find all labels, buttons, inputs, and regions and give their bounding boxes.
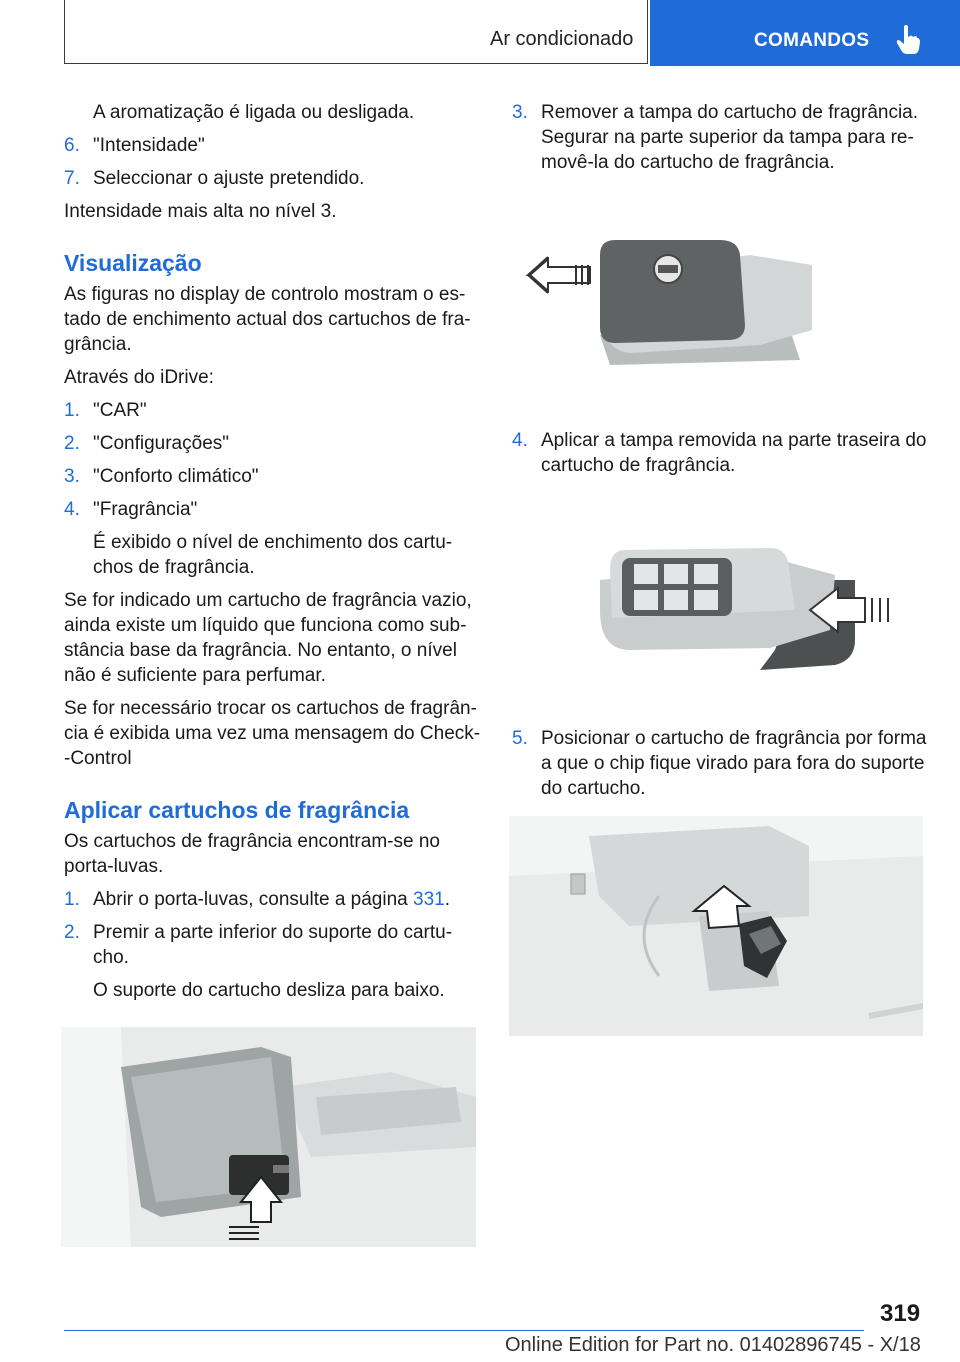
header-chapter-label: COMANDOS [754, 30, 870, 51]
header-section-title: Ar condicionado [490, 28, 634, 50]
list-item [64, 431, 484, 456]
step-text: Premir a parte inferior do suporte do cartu-cho. [93, 922, 453, 968]
intensity-note: Intensidade mais alta no nível 3. [64, 201, 337, 222]
paragraph: Através do iDrive: [64, 367, 214, 388]
list-item [512, 428, 932, 478]
right-step4 [512, 428, 932, 486]
step-text: "Fragrância" [93, 499, 198, 520]
step-text: "Intensidade" [93, 135, 205, 156]
list-item [64, 166, 484, 191]
list-item [64, 133, 484, 158]
step-text: Aplicar a tampa removida na parte traseira do cartucho de fragrância. [541, 430, 927, 476]
page-link[interactable]: 331 [413, 889, 445, 910]
step-number: 6. [64, 135, 80, 156]
glovebox-chip-image [509, 816, 923, 1036]
step-text: "Conforto climático" [93, 466, 259, 487]
remove-cap-illustration [520, 235, 820, 375]
intro-continuation: A aromatização é ligada ou desligada. [93, 102, 415, 123]
list-item [512, 726, 932, 801]
right-column [512, 100, 932, 183]
step-detail: É exibido o nível de enchimento dos cartu-chos de fragrância. [93, 532, 453, 578]
glovebox-holder-image [61, 1027, 476, 1247]
step-number: 4. [512, 430, 528, 451]
step-number: 3. [64, 466, 80, 487]
paragraph: Se for indicado um cartucho de fragrância vazio, ainda existe um líquido que funciona como sub-stância base da fragrância. No entanto, o nível não é suficiente para perfumar. [64, 590, 472, 686]
step-number: 2. [64, 433, 80, 454]
list-item [64, 398, 484, 423]
list-item [512, 100, 932, 175]
list-item [64, 887, 484, 912]
paragraph: Se for necessário trocar os cartuchos de fragrân-cia é exibida uma vez uma mensagem do Check--Control [64, 698, 481, 769]
left-column [64, 100, 484, 1011]
apply-cap-illustration [600, 540, 900, 675]
step-number: 3. [512, 102, 528, 123]
header-chapter-tab[interactable] [650, 0, 960, 66]
section-heading-visualizacao: Visualização [64, 250, 202, 276]
right-step5 [512, 726, 932, 809]
step-number: 4. [64, 499, 80, 520]
step-number: 7. [64, 168, 80, 189]
list-item [64, 497, 484, 522]
footer-divider [64, 1330, 864, 1331]
section-heading-aplicar: Aplicar cartuchos de fragrância [64, 797, 410, 823]
pointing-hand-icon [896, 24, 920, 56]
step-text: Abrir o porta-luvas, consulte a página [93, 889, 414, 910]
step-text: Seleccionar o ajuste pretendido. [93, 168, 365, 189]
paragraph: Os cartuchos de fragrância encontram-se no porta-luvas. [64, 831, 440, 877]
footer-edition: Online Edition for Part no. 01402896745 - X/18 [505, 1334, 921, 1356]
step-text: Posicionar o cartucho de fragrância por forma a que o chip fique virado para fora do suporte do cartucho. [541, 728, 927, 799]
list-item [64, 464, 484, 489]
step-text: "CAR" [93, 400, 147, 421]
paragraph: As figuras no display de controlo mostram o es-tado de enchimento actual dos cartuchos de fra-grância. [64, 284, 471, 355]
step-detail: O suporte do cartucho desliza para baixo. [93, 980, 445, 1001]
step-number: 5. [512, 728, 528, 749]
step-text-end: . [444, 889, 450, 910]
step-number: 1. [64, 400, 80, 421]
list-item [64, 920, 484, 970]
step-number: 2. [64, 922, 80, 943]
step-text: "Configurações" [93, 433, 230, 454]
step-number: 1. [64, 889, 80, 910]
step-text: Remover a tampa do cartucho de fragrância. Segurar na parte superior da tampa para re-movê-la do cartucho de fragrância. [541, 102, 919, 173]
page-number: 319 [880, 1300, 921, 1327]
